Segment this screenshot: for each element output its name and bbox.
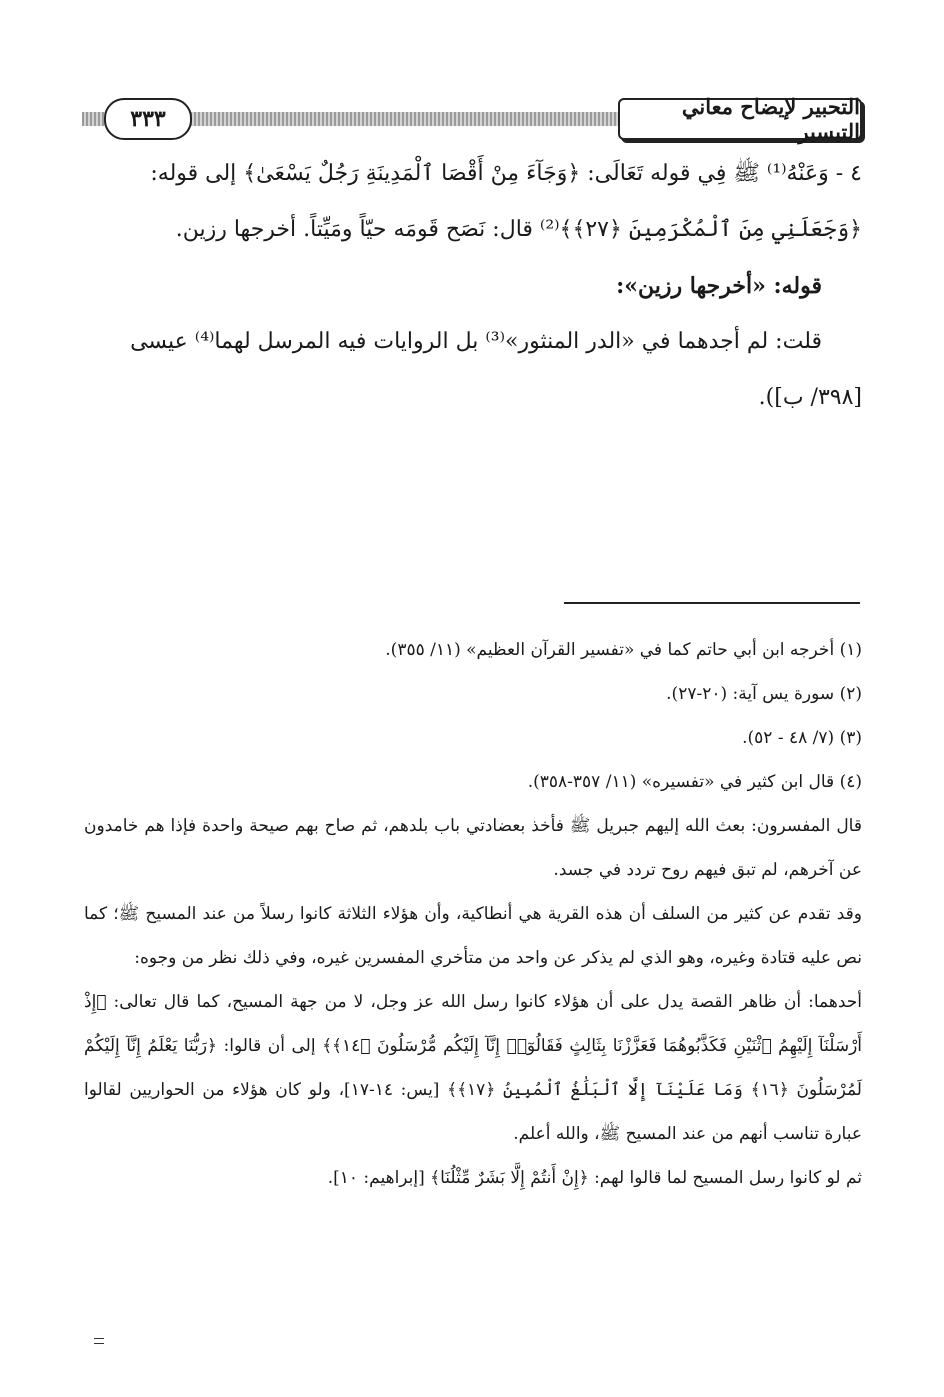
footnotes: [84, 628, 862, 1200]
commentary-line-1: قلت: لم أجدهما في «الدر المنثور»⁽³⁾ بل الروايات فيه المرسل لهما⁽⁴⁾ عيسى: [130, 329, 822, 354]
book-title: التحبير لإيضاح معاني التيسير: [618, 98, 862, 140]
footnote-3: (٣) (٧/ ٤٨ - ٥٢).: [742, 728, 862, 748]
footnote-divider: [564, 602, 860, 604]
footnote-1: (١) أخرجه ابن أبي حاتم كما في «تفسير القرآن العظيم» (١١/ ٣٥٥).: [385, 640, 862, 660]
commentary-line-2: [٣٩٨/ ب]).: [758, 385, 862, 410]
hadith-line-1: ٤ - وَعَنْهُ⁽¹⁾ ﷺ فِي قوله تَعَالَى: ﴿وَجَآءَ مِنْ أَقْصَا ٱلْمَدِينَةِ رَجُلٌ يَسْعَىٰ﴾ إلى قوله:: [150, 161, 862, 186]
continuation-mark: [94, 1338, 104, 1344]
main-text: [84, 150, 862, 430]
footnote-quote-4: ثم لو كانوا رسل المسيح لما قالوا لهم: ﴿إِنْ أَنتُمْ إِلَّا بَشَرٌ مِّثْلُنَا﴾ [إبراهيم: ١٠].: [327, 1168, 862, 1188]
page-number: ٣٣٣: [104, 98, 192, 140]
footnote-quote-3: أحدهما: أن ظاهر القصة يدل على أن هؤلاء كانوا رسل الله عز وجل، لا من جهة المسيح، كما قال تعالى: ﴿إِذْ أَرْسَلْنَآ إِلَيْهِمُ ٱثْنَيْنِ فَكَذَّبُوهُمَا فَعَزَّزْنَا بِثَالِثٍ فَقَالُوٓا۟ إِنَّآ إِلَيْكُم مُّرْسَلُونَ ﴿١٤﴾﴾ إلى أن قالوا: ﴿رَبُّنَا يَعْلَمُ إِنَّآ إِلَيْكُمْ لَمُرْسَلُونَ ﴿١٦﴾ وَمَا عَلَيْنَآ إِلَّا ٱلْبَلَٰغُ ٱلْمُبِينُ ﴿١٧﴾﴾ [يس: ١٤-١٧]، ولو كان هؤلاء من الحواريين لقالوا عبارة تناسب أنهم من عند المسيح ﷺ، والله أعلم.: [84, 992, 862, 1144]
footnote-quote-2: وقد تقدم عن كثير من السلف أن هذه القرية هي أنطاكية، وأن هؤلاء الثلاثة كانوا رسلاً من عند المسيح ﷺ؛ كما نص عليه قتادة وغيره، وهو الذي لم يذكر عن واحد من متأخري المفسرين غيره، وفي ذلك نظر من وجوه:: [84, 904, 862, 968]
footnote-2: (٢) سورة يس آية: (٢٠-٢٧).: [666, 684, 862, 704]
footnote-quote-1: قال المفسرون: بعث الله إليهم جبريل ﷺ فأخذ بعضادتي باب بلدهم، ثم صاح بهم صيحة واحدة فإذا هم خامدون عن آخرهم، لم تبق فيهم روح تردد في جسد.: [84, 816, 862, 880]
page-header: [82, 94, 862, 144]
hadith-line-2: ﴿وَجَعَلَنِي مِنَ ٱلْمُكْرَمِينَ ﴿٢٧﴾﴾⁽²⁾ قال: نَصَح قَومَه حيّاً ومَيِّتاً. أخرجها رزين.: [175, 217, 862, 242]
footnote-4: (٤) قال ابن كثير في «تفسيره» (١١/ ٣٥٧-٣٥٨).: [527, 772, 862, 792]
commentary-heading: قوله: «أخرجها رزين»:: [616, 273, 822, 299]
